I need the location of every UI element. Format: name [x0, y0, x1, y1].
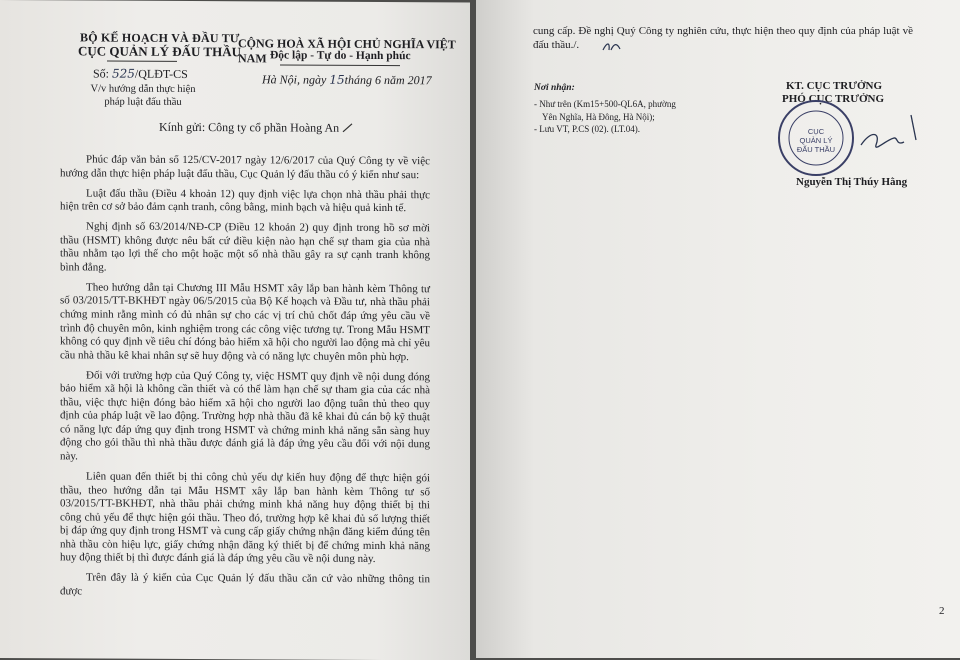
agency-parent: BỘ KẾ HOẠCH VÀ ĐẦU TƯ: [80, 30, 240, 46]
list-item: Yên Nghĩa, Hà Đông, Hà Nội);: [542, 111, 655, 122]
closing-paragraph: cung cấp. Đề nghị Quý Công ty nghiên cứu, thực hiện theo quy định của pháp luật về đấu thầu./.: [533, 25, 913, 51]
recipients-list: [534, 98, 734, 136]
handwritten-day: 15: [329, 72, 345, 87]
paragraph: Luật đấu thầu (Điều 4 khoản 12) quy định việc lựa chọn nhà thầu phải thực hiện trên cơ sở bảo đảm cạnh tranh, công bằng, minh bạch và hiệu quả kinh tế.: [60, 187, 430, 215]
paragraph: Đối với trường hợp của Quý Công ty, việc HSMT quy định về nội dung đóng bảo hiểm xã hội là không cần thiết và có thể làm hạn chế sự tham gia của các nhà thầu, việc thực hiện đóng bảo hiểm xã hội cho người lao động tuân thủ theo quy định của pháp luật về lao động. Trường hợp nhà thầu đã kê khai đủ cán bộ kỹ thuật có năng lực đáp ứng quy định trong HSMT và chứng minh khả năng sẵn sàng huy động cho gói thầu thì nhà thầu được đánh giá là đáp ứng yêu cầu đối với nội dung này.: [60, 369, 430, 463]
paragraph: Nghị định số 63/2014/NĐ-CP (Điều 12 khoản 2) quy định trong hồ sơ mời thầu (HSMT) không được nêu bất cứ điều kiện nào hạn chế sự tham gia của nhà thầu nhằm tạo lợi thế cho một hoặc một số nhà thầu gây ra sự cạnh tranh không bình đẳng.: [60, 220, 430, 274]
svg-text:QUẢN LÝ: QUẢN LÝ: [799, 136, 833, 145]
svg-text:CỤC: CỤC: [807, 127, 825, 136]
salutation: Kính gửi: Công ty cổ phần Hoàng An: [159, 119, 340, 135]
svg-text:ĐẤU THẦU: ĐẤU THẦU: [796, 145, 836, 154]
list-item: - Lưu VT, P.CS (02). (LT.04).: [534, 124, 641, 134]
paragraph: Trên đây là ý kiến của Cục Quản lý đấu thầu căn cứ vào những thông tin được: [60, 571, 430, 598]
official-seal-icon: [776, 98, 856, 178]
signer-name: Nguyễn Thị Thúy Hằng: [796, 176, 908, 188]
signatory-position: PHÓ CỤC TRƯỞNG: [782, 93, 885, 105]
paragraph: Phúc đáp văn bản số 125/CV-2017 ngày 12/6/2017 của Quý Công ty về việc hướng dẫn thực hiện pháp luật đấu thầu, Cục Quản lý đấu thầu có ý kiến như sau:: [60, 153, 430, 181]
signature-icon: [856, 110, 936, 170]
document-number: Số: 525/QLĐT-CS: [93, 66, 188, 81]
agency-name: CỤC QUẢN LÝ ĐẤU THẦU: [78, 43, 241, 60]
handwritten-initials-icon: [601, 40, 623, 54]
document-page-1: [0, 0, 470, 660]
recipients-heading: Nơi nhận:: [534, 83, 575, 93]
check-mark-icon: [342, 122, 354, 134]
signatory-title: KT. CỤC TRƯỞNG: [786, 80, 883, 92]
document-page-2: [476, 0, 960, 658]
paragraph: Theo hướng dẫn tại Chương III Mẫu HSMT xây lắp ban hành kèm Thông tư số 03/2015/TT-BKHĐT ngày 06/5/2015 của Bộ Kế hoạch và Đầu tư, nhà thầu phải chứng minh rằng mình có đủ nhân sự cho các vị trí chủ chốt đáp ứng yêu cầu về trình độ chuyên môn, kinh nghiệm trong các công việc tương tự. Trong Mẫu HSMT không có quy định về tiêu chí đóng bảo hiểm xã hội cho người lao động mà chỉ yêu cầu nhà thầu kê khai nhân sự sẽ huy động và có năng lực chuyên môn phù hợp.: [60, 281, 430, 363]
paragraph: Liên quan đến thiết bị thi công chủ yếu dự kiến huy động để thực hiện gói thầu, theo hướng dẫn tại Mẫu HSMT xây lắp ban hành kèm Thông tư số 03/2015/TT-BKHĐT, nhà thầu phải chứng minh khả năng huy động thiết bị thi công chủ yếu để thực hiện gói thầu. Theo đó, trường hợp kê khai đủ số lượng thiết bị đáp ứng quy định trong HSMT và cung cấp giấy chứng nhận đăng kiểm đúng tên nhà thầu còn hiệu lực, giấy chứng nhận đăng ký thiết bị để chứng minh khả năng huy động thiết bị thì được đánh giá là đáp ứng yêu cầu về nội dung này.: [60, 470, 430, 566]
agency-underline: [107, 61, 177, 62]
list-item: - Như trên (Km15+500-QL6A, phường: [534, 99, 676, 109]
national-title: CỘNG HOÀ XÃ HỘI CHỦ NGHĨA VIỆT NAM: [238, 36, 456, 66]
handwritten-number: 525: [112, 66, 135, 81]
page-number: 2: [939, 605, 945, 617]
document-subject: V/v hướng dẫn thực hiện pháp luật đấu thầu: [90, 83, 196, 108]
issue-date: Hà Nội, ngày 15tháng 6 năm 2017: [262, 72, 432, 88]
national-motto: Độc lập - Tự do - Hạnh phúc: [270, 49, 411, 63]
letter-body: [60, 153, 430, 607]
